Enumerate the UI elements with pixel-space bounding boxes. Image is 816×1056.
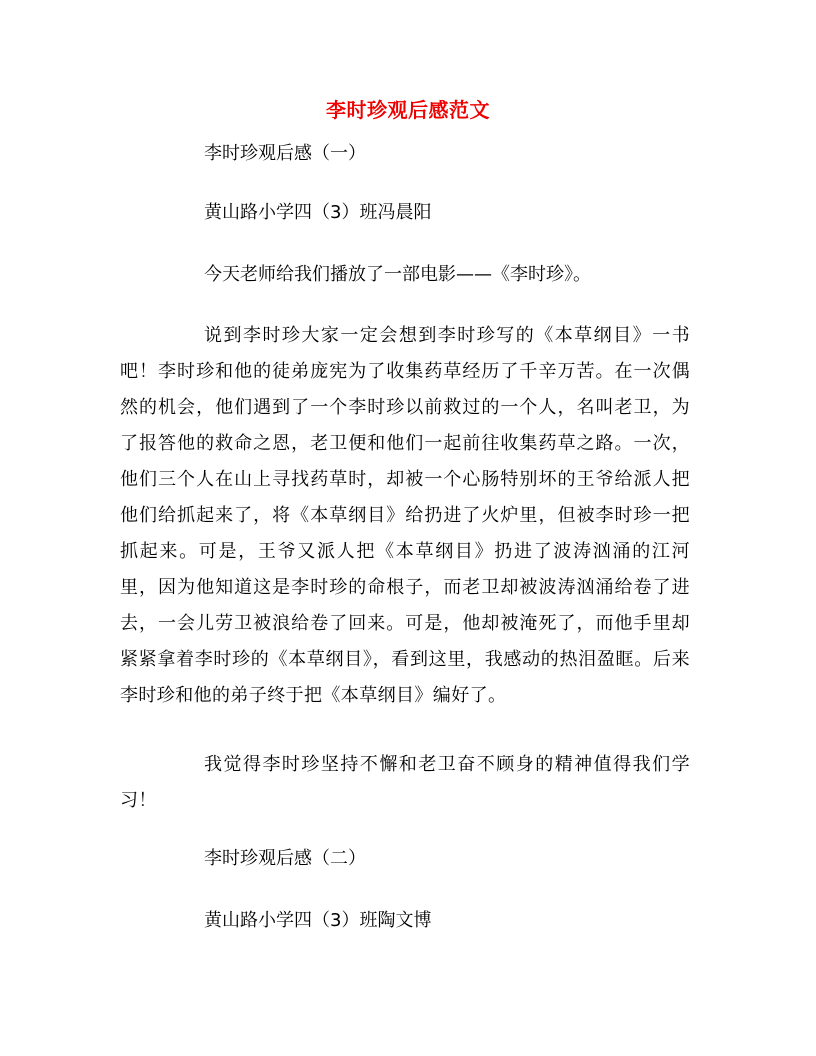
section-heading-2: 李时珍观后感（二） [204, 848, 366, 869]
intro-paragraph: 今天老师给我们播放了一部电影——《李时珍》。 [204, 264, 591, 285]
document-title: 李时珍观后感范文 [326, 98, 490, 122]
story-paragraph: 说到李时珍大家一定会想到李时珍写的《本草纲目》一书吧！李时珍和他的徒弟庞宪为了收集药草经历了千辛万苦。在一次偶然的机会，他们遇到了一个李时珍以前救过的一个人，名叫老卫，为了报答他的救命之恩，老卫便和他们一起前往收集药草之路。一次，他们三个人在山上寻找药草时，却被一个心肠特别坏的王爷给派人把他们给抓起来了，将《本草纲目》给扔进了火炉里，但被李时珍一把抓起来。可是，王爷又派人把《本草纲目》扔进了波涛汹涌的江河里，因为他知道这是李时珍的命根子，而老卫却被波涛汹涌给卷了进去，一会儿劳卫被浪给卷了回来。可是，他却被淹死了，而他手里却紧紧拿着李时珍的《本草纲目》，看到这里，我感动的热泪盈眶。后来李时珍和他的弟子终于把《本草纲目》编好了。 [120, 325, 690, 706]
section-author-2: 黄山路小学四（3）班陶文博 [204, 910, 432, 931]
section-author-1: 黄山路小学四（3）班冯晨阳 [204, 202, 432, 223]
conclusion-paragraph: 我觉得李时珍坚持不懈和老卫奋不顾身的精神值得我们学习！ [120, 754, 690, 811]
section-heading-1: 李时珍观后感（一） [204, 143, 366, 164]
